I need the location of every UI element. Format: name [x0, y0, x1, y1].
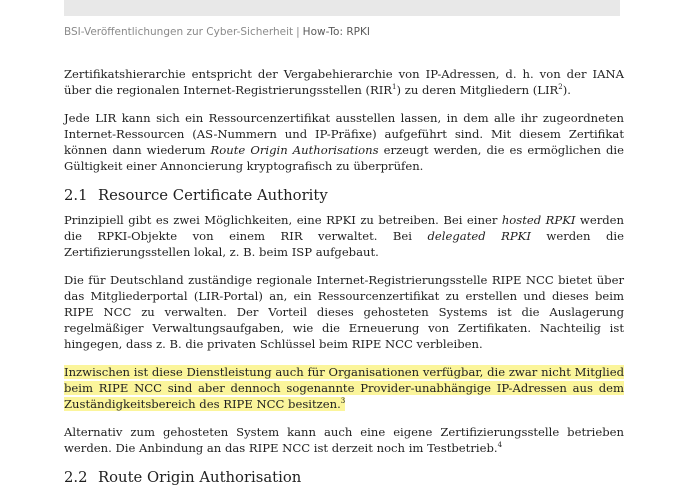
text: Jede LIR kann sich ein Ressourcenzertifikat ausstellen lassen, in dem alle ihr zugeordneten Internet-Ressourcen (AS-Nummern und IP-Präfixe) aufgeführt sind. Mit diesem Zertifikat können dann wiederum [64, 111, 624, 157]
emphasis: Route Origin Authorisations [210, 143, 379, 157]
text: Inzwischen ist diese Dienstleistung auch für Organisationen verfügbar, die zwar nicht Mitglied beim RIPE NCC sind aber dennoch sogenannte Provider-unabhängige IP-Adressen aus dem Zuständigkeitsbereich des RIPE NCC besitzen. [64, 365, 624, 411]
text: ). [562, 83, 571, 97]
section-heading-2-1 [64, 186, 624, 206]
section-number: 2.1 [64, 187, 88, 204]
paragraph-lir [64, 110, 624, 174]
paragraph-hierarchy [64, 66, 624, 98]
text: werden die Zertifizierungsstellen lokal, z. B. beim ISP aufgebaut. [64, 229, 624, 259]
footnote-ref-3: 3 [340, 397, 346, 406]
text: werden die RPKI-Objekte von einem RIR verwaltet. Bei [64, 213, 624, 243]
section-number: 2.2 [64, 469, 88, 486]
document-body [64, 66, 624, 494]
footnote-ref-1: 1 [392, 83, 397, 92]
text: ) zu deren Mitgliedern (LIR [396, 83, 559, 97]
section-title: Route Origin Authorisation [98, 469, 302, 486]
header-separator: | [296, 26, 300, 38]
paragraph-alternative [64, 424, 624, 456]
paragraph-ripe-ncc: Die für Deutschland zuständige regionale Internet-Registrierungsstelle RIPE NCC bietet über das Mitgliederportal (LIR-Portal) an, ein Ressourcenzertifikat zu erstellen und dieses beim RIPE NCC zu verwalten. Der Vorteil dieses gehosteten Systems ist die Auslagerung regelmäßiger Verwaltungsaufgaben, wie die Erneuerung von Zertifikaten. Nachteilig ist hingegen, dass z. B. die privaten Schlüssel beim RIPE NCC verbleiben. [64, 273, 624, 351]
section-title: Resource Certificate Authority [98, 187, 328, 204]
header-doc-title: How-To: RPKI [302, 26, 370, 38]
paragraph-rpki-options [64, 212, 624, 260]
footnote-ref-4: 4 [497, 441, 503, 450]
text: erzeugt werden, die es ermöglichen die Gültigkeit einer Annoncierung kryptografisch zu überprüfen. [64, 143, 625, 173]
text: Prinzipiell gibt es zwei Möglichkeiten, eine RPKI zu betreiben. Bei einer [64, 213, 502, 227]
page-top-band [64, 0, 620, 16]
section-heading-2-2 [64, 468, 624, 488]
paragraph-highlighted [64, 364, 624, 412]
highlight [64, 365, 624, 411]
emphasis: hosted RPKI [501, 213, 576, 227]
emphasis: delegated RPKI [427, 229, 531, 243]
text: Alternativ zum gehosteten System kann auch eine eigene Zertifizierungsstelle betrieben werden. Die Anbindung an das RIPE NCC ist derzeit noch im Testbetrieb. [64, 425, 624, 455]
header-series: BSI-Veröffentlichungen zur Cyber-Sicherheit [64, 26, 294, 38]
text: Zertifikatshierarchie entspricht der Vergabehierarchie von IP-Adressen, d. h. von der IANA über die regionalen Internet-Registrierungsstellen (RIR [64, 67, 624, 97]
footnote-ref-2: 2 [558, 83, 563, 92]
running-header [64, 26, 370, 38]
